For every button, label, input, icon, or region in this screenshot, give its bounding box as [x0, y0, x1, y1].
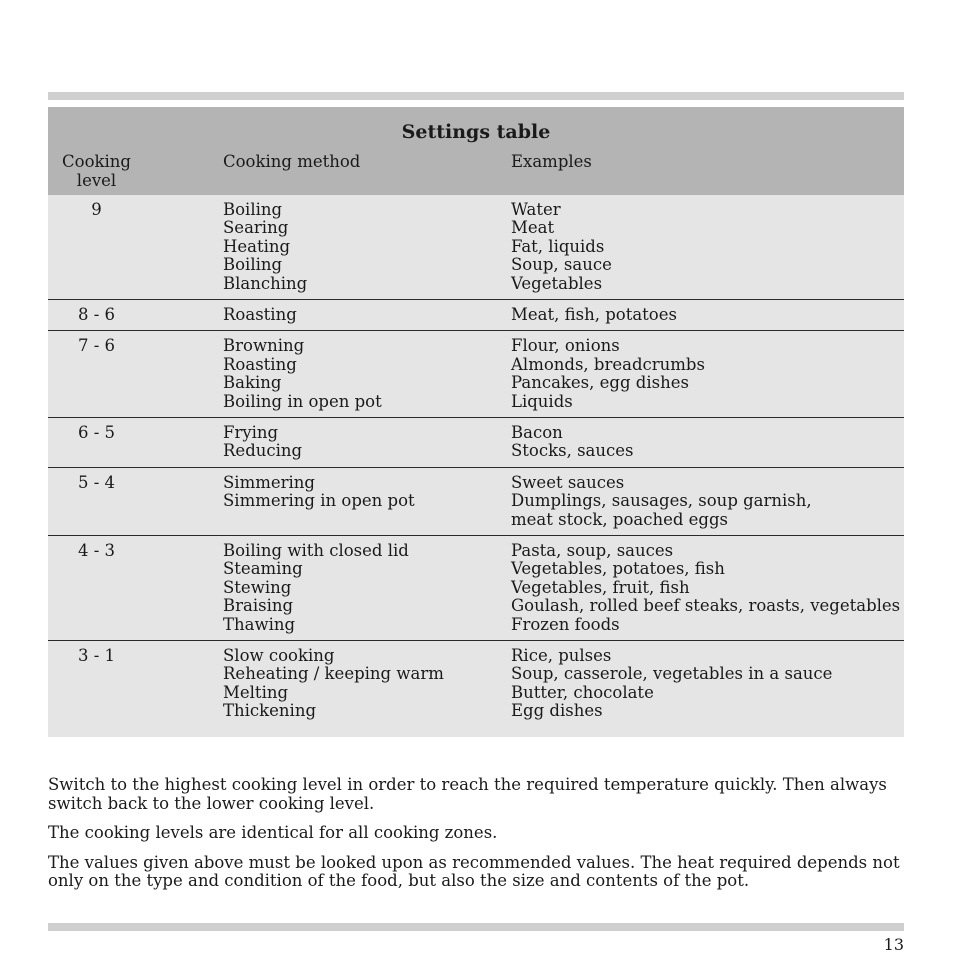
- note-paragraph: Switch to the highest cooking level in order to reach the required temperature quickly. Then always switch back to the lower cooking level.: [48, 775, 887, 813]
- settings-table: [48, 107, 904, 737]
- top-divider-bar: [48, 92, 904, 100]
- cooking-method-cell: [223, 337, 382, 411]
- cooking-method-item: Roasting: [223, 305, 297, 324]
- example-item: Sweet sauces: [511, 472, 625, 492]
- table-body: [48, 195, 904, 737]
- example-item: Liquids: [511, 391, 573, 411]
- example-item: Meat, fish, potatoes: [511, 305, 677, 324]
- examples-cell: [511, 647, 832, 721]
- cooking-level-cell: 6 - 5: [77, 422, 116, 442]
- cooking-level-cell: 5 - 4: [77, 472, 116, 492]
- cooking-method-cell: [223, 201, 307, 293]
- table-row: [48, 418, 904, 468]
- table-row: [48, 468, 904, 536]
- examples-cell: [511, 201, 612, 293]
- header-cooking-level-word2: level: [76, 170, 117, 190]
- example-item: Vegetables, potatoes, fish: [511, 559, 725, 579]
- example-item: Fat, liquids: [511, 236, 605, 256]
- table-row: [48, 331, 904, 418]
- cooking-method-item: Boiling with closed lid: [223, 540, 409, 560]
- example-item: Vegetables, fruit, fish: [511, 577, 690, 597]
- header-cooking-level: [48, 153, 145, 190]
- cooking-level-cell: 8 - 6: [77, 305, 116, 324]
- cooking-method-cell: [223, 542, 409, 634]
- cooking-method-cell: [223, 647, 444, 721]
- example-item: Egg dishes: [511, 701, 603, 721]
- cooking-method-item: Frying: [223, 422, 279, 442]
- header-cooking-level-word1: Cooking: [62, 152, 131, 171]
- example-item: Meat: [511, 218, 555, 238]
- examples-cell: [511, 337, 705, 411]
- cooking-method-item: Roasting: [223, 354, 297, 374]
- example-item: Soup, casserole, vegetables in a sauce: [511, 664, 833, 684]
- bottom-divider-bar: [48, 923, 904, 931]
- cooking-method-item: Baking: [223, 373, 282, 393]
- cooking-method-item: Thickening: [223, 701, 317, 721]
- example-item: meat stock, poached eggs: [511, 509, 729, 529]
- table-header: [48, 107, 904, 195]
- cooking-level-cell: 7 - 6: [77, 336, 116, 356]
- cooking-method-item: Blanching: [223, 273, 308, 293]
- examples-cell: [511, 542, 900, 634]
- cooking-method-item: Stewing: [223, 577, 292, 597]
- example-item: Almonds, breadcrumbs: [511, 354, 705, 374]
- cooking-method-item: Melting: [223, 682, 289, 702]
- example-item: Pancakes, egg dishes: [511, 373, 689, 393]
- examples-cell: [511, 424, 633, 461]
- cooking-level-cell: 3 - 1: [77, 645, 116, 665]
- cooking-method-item: Boiling: [223, 255, 283, 275]
- cooking-level-cell: 4 - 3: [77, 540, 116, 560]
- cooking-method-item: Searing: [223, 218, 289, 238]
- table-row: [48, 641, 904, 737]
- table-row: [48, 536, 904, 641]
- examples-cell: [511, 306, 677, 324]
- example-item: Soup, sauce: [511, 255, 612, 275]
- example-item: Stocks, sauces: [511, 441, 634, 461]
- cooking-method-item: Reducing: [223, 441, 303, 461]
- cooking-method-item: Browning: [223, 336, 305, 356]
- table-row: [48, 300, 904, 331]
- notes-section: [48, 776, 908, 902]
- note-paragraph: The cooking levels are identical for all cooking zones.: [48, 823, 498, 842]
- example-item: Flour, onions: [511, 336, 620, 356]
- cooking-method-item: Boiling: [223, 200, 283, 219]
- cooking-method-item: Boiling in open pot: [223, 391, 382, 411]
- cooking-method-item: Heating: [223, 236, 291, 256]
- example-item: Pasta, soup, sauces: [511, 540, 674, 560]
- header-cooking-method: Cooking method: [223, 152, 361, 171]
- cooking-level-cell: 9: [91, 200, 102, 219]
- examples-cell: [511, 474, 812, 529]
- cooking-method-item: Steaming: [223, 559, 303, 579]
- table-title: Settings table: [401, 121, 551, 143]
- example-item: Goulash, rolled beef steaks, roasts, vegetables: [511, 596, 901, 616]
- cooking-method-cell: [223, 306, 297, 324]
- header-examples: Examples: [511, 152, 592, 171]
- cooking-method-item: Reheating / keeping warm: [223, 664, 444, 684]
- example-item: Dumplings, sausages, soup garnish,: [511, 491, 812, 511]
- example-item: Rice, pulses: [511, 645, 612, 665]
- page-number: 13: [883, 935, 904, 954]
- cooking-method-cell: [223, 474, 415, 511]
- table-row: [48, 195, 904, 300]
- example-item: Water: [511, 200, 561, 219]
- cooking-method-item: Braising: [223, 596, 294, 616]
- cooking-method-item: Simmering: [223, 472, 315, 492]
- cooking-method-item: Simmering in open pot: [223, 491, 415, 511]
- note-paragraph: The values given above must be looked upon as recommended values. The heat required depends not only on the type and condition of the food, but also the size and contents of the pot.: [48, 852, 900, 890]
- cooking-method-item: Thawing: [223, 614, 296, 634]
- example-item: Bacon: [511, 422, 563, 442]
- example-item: Butter, chocolate: [511, 682, 654, 702]
- cooking-method-item: Slow cooking: [223, 645, 335, 665]
- cooking-method-cell: [223, 424, 302, 461]
- example-item: Vegetables: [511, 273, 603, 293]
- example-item: Frozen foods: [511, 614, 620, 634]
